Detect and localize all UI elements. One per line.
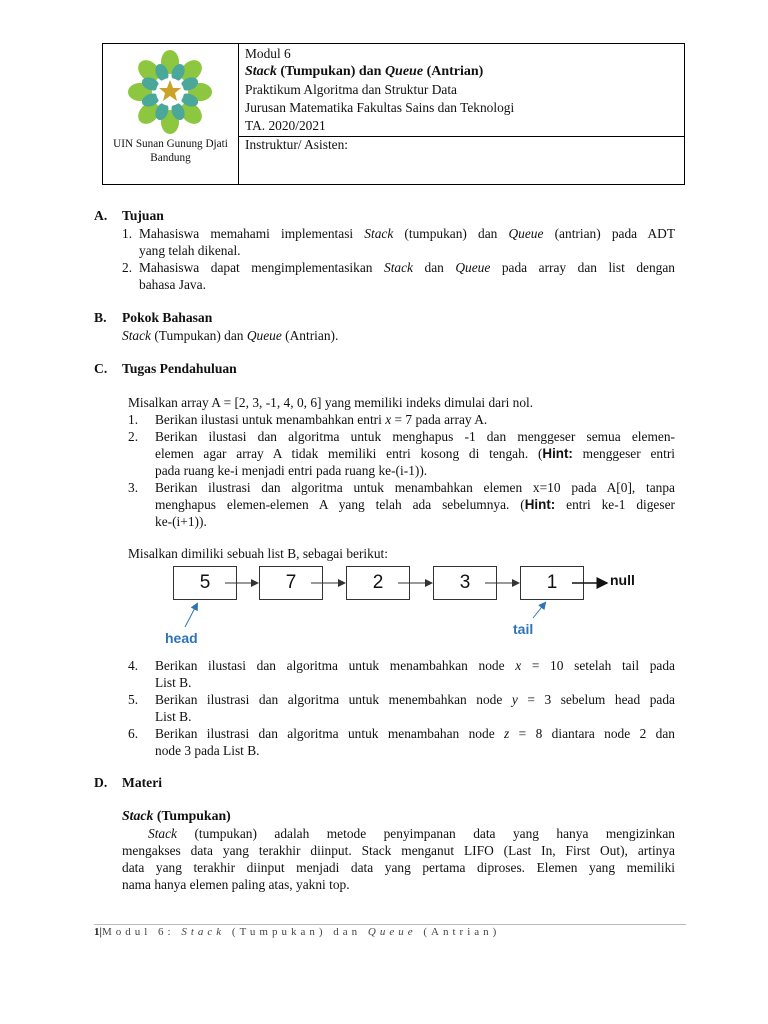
tugas-item-6-line-2: node 3 pada List B. — [155, 743, 260, 758]
tugas-number-1: 1. — [128, 412, 139, 427]
tugas-item-6-line-1: Berikan ilustrasi dan algoritma untuk menambahan node z = 8 diantara node 2 dan — [155, 726, 675, 741]
section-b-heading: B. Pokok Bahasan — [94, 310, 213, 325]
tugas-number-6: 6. — [128, 726, 139, 741]
tugas-item-3-line-2: menghapus elemen-elemen A yang telah ada sebelumnya. (Hint: entri ke-1 digeser — [155, 497, 675, 512]
tugas-intro: Misalkan array A = [2, 3, -1, 4, 0, 6] yang memiliki indeks dimulai dari nol. — [128, 395, 534, 410]
department-name: Jurusan Matematika Fakultas Sains dan Teknologi — [245, 100, 515, 115]
tugas-number-4: 4. — [128, 658, 139, 673]
materi-subheading: Stack (Tumpukan) — [122, 808, 231, 823]
tugas-item-2-line-1: Berikan ilustasi dan algoritma untuk menghapus -1 dan menggeser semua elemen- — [155, 429, 675, 444]
materi-paragraph-line-3: data yang terakhir diinput menjadi data yang pertama diproses. Elemen yang memiliki — [122, 860, 675, 875]
tugas-item-2-line-3: pada ruang ke-i menjadi entri pada ruang ke-(i-1)). — [155, 463, 428, 478]
section-d-heading: D. Materi — [94, 775, 162, 790]
materi-paragraph-line-1: Stack (tumpukan) adalah metode penyimpanan data yang hanya mengizinkan — [148, 826, 675, 841]
node-value: 2 — [347, 567, 410, 599]
tugas-item-3-line-1: Berikan ilustrasi dan algoritma untuk menambahkan elemen x=10 pada A[0], tanpa — [155, 480, 675, 495]
tugas-number-2: 2. — [128, 429, 139, 444]
academic-year: TA. 2020/2021 — [245, 118, 326, 133]
materi-paragraph-line-2: mengakses data yang terakhir diinput. Stack menganut LIFO (Last In, First Out), artinya — [122, 843, 675, 858]
module-number: Modul 6 — [245, 46, 291, 61]
tujuan-item-2-line-1: Mahasiswa dapat mengimplementasikan Stack dan Queue pada array dan list dengan — [139, 260, 676, 275]
course-name: Praktikum Algoritma dan Struktur Data — [245, 82, 457, 97]
page-number: 1 — [94, 926, 100, 938]
null-label: null — [610, 572, 635, 588]
tugas-item-3-line-3: ke-(i+1)). — [155, 514, 207, 529]
institution-line-2: Bandung — [150, 152, 191, 164]
tugas-item-2-line-2: elemen agar array A tidak memiliki entri kosong di tengah. (Hint: menggeser entri — [155, 446, 675, 461]
tugas-item-1: Berikan ilustasi untuk menambahkan entri x = 7 pada array A. — [155, 412, 488, 427]
head-label: head — [165, 630, 198, 646]
instructor-label: Instruktur/ Asisten: — [245, 137, 349, 152]
tugas-number-5: 5. — [128, 692, 139, 707]
node-value: 1 — [521, 567, 584, 599]
module-title: Stack (Tumpukan) dan Queue (Antrian) — [245, 64, 484, 79]
head-pointer-arrow — [185, 604, 197, 627]
tugas-number-3: 3. — [128, 480, 139, 495]
materi-paragraph-line-4: nama hanya elemen paling atas, yakni top. — [122, 877, 350, 892]
footer-divider — [94, 924, 686, 925]
institution-line-1: UIN Sunan Gunung Djati — [113, 138, 228, 150]
node-value: 5 — [174, 567, 237, 599]
section-a-heading: A. Tujuan — [94, 208, 164, 223]
tugas-item-5-line-1: Berikan ilustrasi dan algoritma untuk menembahkan node y = 3 sebelum head pada — [155, 692, 675, 707]
node-value: 3 — [434, 567, 497, 599]
tugas-item-4-line-1: Berikan ilustasi dan algoritma untuk menambahkan node x = 10 setelah tail pada — [155, 658, 675, 673]
pokok-bahasan-text: Stack (Tumpukan) dan Queue (Antrian). — [122, 328, 339, 343]
node-value: 7 — [260, 567, 323, 599]
tujuan-item-2-line-2: bahasa Java. — [139, 277, 206, 292]
list-intro: Misalkan dimiliki sebuah list B, sebagai berikut: — [128, 546, 388, 561]
tujuan-item-1-line-1: Mahasiswa memahami implementasi Stack (tumpukan) dan Queue (antrian) pada ADT — [139, 226, 676, 241]
tujuan-number-1: 1. — [122, 226, 133, 241]
tugas-item-4-line-2: List B. — [155, 675, 192, 690]
section-c-heading: C. Tugas Pendahuluan — [94, 361, 237, 376]
page-footer: 1|Modul 6: Stack (Tumpukan) dan Queue (Antrian) — [94, 926, 501, 938]
tail-pointer-arrow — [533, 603, 545, 618]
tail-label: tail — [513, 621, 534, 637]
tujuan-item-1-line-2: yang telah dikenal. — [139, 243, 241, 258]
tujuan-number-2: 2. — [122, 260, 133, 275]
tugas-item-5-line-2: List B. — [155, 709, 192, 724]
